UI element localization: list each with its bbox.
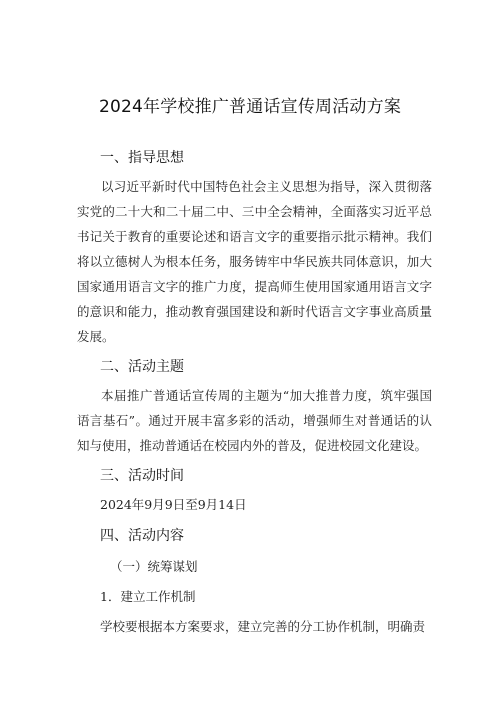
activity-date-range: 2024年9月9日至9月14日: [100, 497, 247, 512]
section-heading-guiding-ideology: 一、指导思想: [100, 150, 184, 166]
item-establish-mechanism: 1．建立工作机制: [100, 589, 196, 604]
document-title: 2024年学校推广普通话宣传周活动方案: [98, 97, 402, 117]
section-heading-activity-time: 三、活动时间: [100, 468, 184, 484]
section-paragraph-activity-theme: 本届推广普通话宣传周的主题为“加大推普力度，筑牢强国语言基石”。通过开展丰富多彩的活动，增强师生对普通话的认知与使用，推动普通话在校园内外的普及，促进校园文化建设。: [77, 388, 432, 453]
section-heading-activity-content: 四、活动内容: [100, 528, 184, 544]
document-body: [0, 148, 500, 638]
section-paragraph-guiding-ideology: 以习近平新时代中国特色社会主义思想为指导，深入贯彻落实党的二十大和二十届二中、三中全会精神，全面落实习近平总书记关于教育的重要论述和语言文字的重要指示批示精神。我们将以立德树人为根本任务，服务铸牢中华民族共同体意识，加大国家通用语言文字的推广力度，提高师生使用国家通用语言文字的意识和能力，推动教育强国建设和新时代语言文字事业高质量发展。: [77, 179, 432, 344]
section-paragraph-activity-content: 学校要根据本方案要求，建立完善的分工协作机制，明确责: [100, 619, 426, 634]
section-heading-activity-theme: 二、活动主题: [100, 359, 184, 375]
subsection-heading-overall-planning: （一）统筹谋划: [110, 559, 198, 574]
